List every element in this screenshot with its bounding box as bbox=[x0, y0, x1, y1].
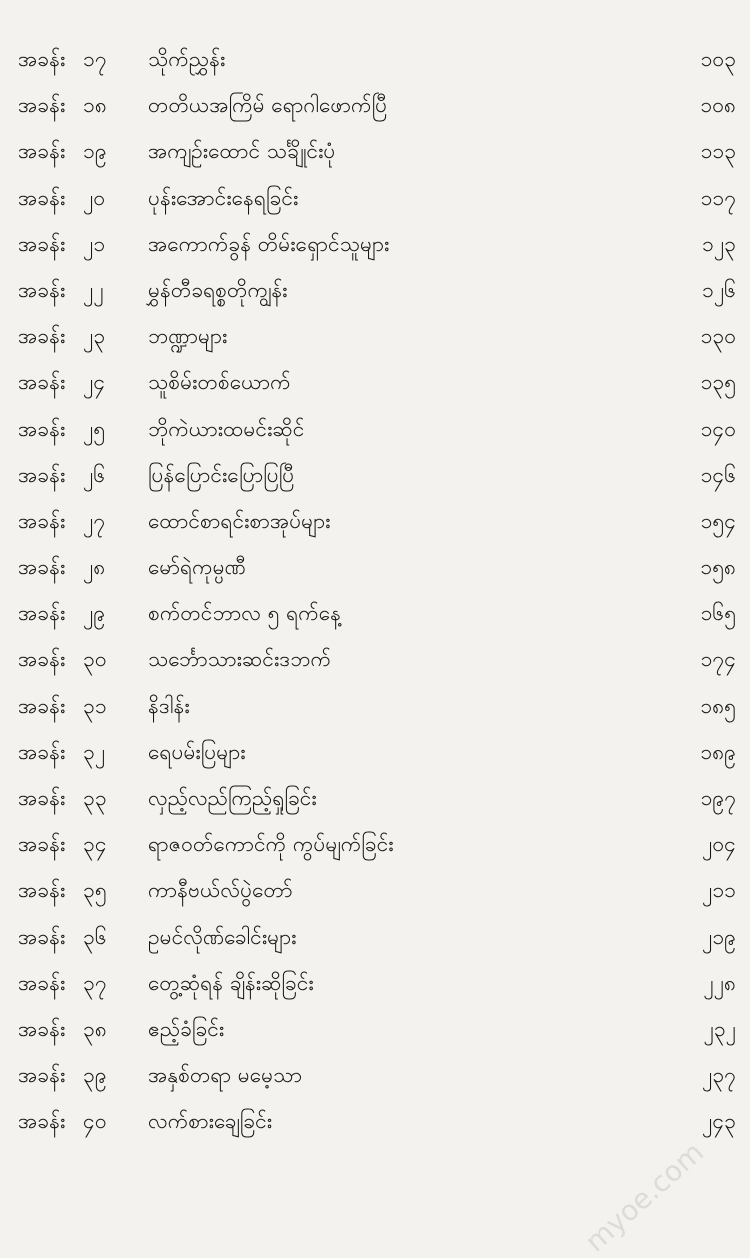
page-number: ၂၁၁ bbox=[702, 878, 736, 903]
page-number: ၁၁၇ bbox=[700, 185, 736, 210]
chapter-title: စက်တင်ဘာလ ၅ ရက်နေ့ bbox=[148, 601, 342, 626]
page-number: ၁၂၆ bbox=[702, 277, 736, 302]
page-number: ၁၈၉ bbox=[700, 739, 736, 764]
toc-row bbox=[0, 544, 750, 590]
chapter-word: အခန်း bbox=[18, 462, 66, 487]
chapter-title: အကျဉ်းထောင် သင်္ချိုင်းပုံ bbox=[148, 139, 336, 164]
chapter-word: အခန်း bbox=[18, 1063, 66, 1088]
chapter-number: ၂၀ bbox=[83, 185, 106, 210]
chapter-title: လှည့်လည်ကြည့်ရှုခြင်း bbox=[148, 786, 317, 810]
chapter-number: ၂၇ bbox=[83, 508, 106, 533]
chapter-number: ၂၈ bbox=[83, 555, 106, 580]
chapter-number: ၁၈ bbox=[83, 93, 107, 118]
toc-row bbox=[0, 452, 750, 498]
chapter-word: အခန်း bbox=[18, 139, 66, 164]
toc-row bbox=[0, 175, 750, 221]
chapter-number: ၂၅ bbox=[83, 416, 106, 441]
toc-row bbox=[0, 221, 750, 267]
toc-row bbox=[0, 960, 750, 1006]
toc-row bbox=[0, 636, 750, 682]
chapter-title: ရေပမ်းပြများ bbox=[148, 739, 246, 764]
toc-row bbox=[0, 498, 750, 544]
chapter-word: အခန်း bbox=[18, 324, 66, 349]
toc-row bbox=[0, 313, 750, 359]
page-number: ၁၃၀ bbox=[700, 324, 736, 349]
chapter-title: မော်ရဲကုမ္ပဏီ bbox=[148, 555, 246, 580]
page-number: ၂၀၄ bbox=[702, 832, 736, 857]
chapter-title: ရာဇဝတ်ကောင်ကို ကွပ်မျက်ခြင်း bbox=[148, 832, 394, 857]
chapter-word: အခန်း bbox=[18, 555, 66, 580]
toc-row bbox=[0, 82, 750, 128]
chapter-word: အခန်း bbox=[18, 647, 66, 672]
chapter-number: ၂၄ bbox=[83, 370, 106, 395]
chapter-word: အခန်း bbox=[18, 786, 66, 810]
chapter-number: ၃၃ bbox=[83, 786, 107, 810]
chapter-title: ကာနီဗယ်လ်ပွဲတော် bbox=[148, 878, 293, 903]
toc-row bbox=[0, 775, 750, 821]
page-number: ၁၀၈ bbox=[700, 93, 736, 118]
chapter-title: ဧည့်ခံခြင်း bbox=[148, 1016, 225, 1041]
toc-row bbox=[0, 267, 750, 313]
chapter-number: ၃၈ bbox=[83, 1016, 107, 1041]
chapter-title: ထောင်စာရင်းစာအုပ်များ bbox=[148, 508, 331, 533]
chapter-title: တတိယအကြိမ် ရောဂါဖောက်ပြီ bbox=[148, 93, 388, 118]
page-number: ၁၀၃ bbox=[700, 47, 736, 71]
page-number: ၂၃၂ bbox=[703, 1016, 736, 1041]
page-number: ၁၈၅ bbox=[700, 693, 736, 718]
chapter-title: တွေ့ဆုံရန် ချိန်းဆိုခြင်း bbox=[148, 970, 314, 995]
toc-list bbox=[0, 36, 750, 1145]
chapter-word: အခန်း bbox=[18, 1109, 66, 1134]
page-number: ၂၄၃ bbox=[702, 1109, 736, 1134]
chapter-word: အခန်း bbox=[18, 508, 66, 533]
chapter-number: ၃၂ bbox=[83, 739, 106, 764]
chapter-title: လက်စားချေခြင်း bbox=[148, 1109, 273, 1134]
chapter-word: အခန်း bbox=[18, 832, 66, 857]
toc-row bbox=[0, 128, 750, 174]
chapter-word: အခန်း bbox=[18, 1016, 66, 1041]
page-number: ၁၄၀ bbox=[700, 416, 736, 441]
chapter-word: အခန်း bbox=[18, 277, 66, 302]
page-number: ၁၉၇ bbox=[700, 786, 736, 810]
chapter-number: ၄၀ bbox=[83, 1109, 107, 1134]
chapter-title: သင်္ဘောသားဆင်းဒဘက် bbox=[148, 647, 332, 672]
chapter-word: အခန်း bbox=[18, 970, 66, 995]
page-number: ၁၂၃ bbox=[702, 231, 736, 256]
page-number: ၁၄၆ bbox=[700, 462, 736, 487]
toc-row bbox=[0, 867, 750, 913]
page-number: ၂၁၉ bbox=[702, 924, 736, 949]
toc-row bbox=[0, 1052, 750, 1098]
chapter-title: ပြန်ပြောင်းပြောပြပြီ bbox=[148, 462, 295, 487]
toc-row bbox=[0, 821, 750, 867]
chapter-number: ၂၂ bbox=[83, 277, 104, 302]
chapter-number: ၃၆ bbox=[83, 924, 107, 949]
chapter-word: အခန်း bbox=[18, 231, 66, 256]
chapter-number: ၃၀ bbox=[83, 647, 107, 672]
toc-row bbox=[0, 36, 750, 82]
chapter-number: ၂၃ bbox=[83, 324, 106, 349]
toc-row bbox=[0, 683, 750, 729]
toc-row bbox=[0, 359, 750, 405]
chapter-title: သူစိမ်းတစ်ယောက် bbox=[148, 370, 291, 395]
chapter-number: ၃၁ bbox=[83, 693, 107, 718]
page-number: ၁၅၄ bbox=[700, 508, 736, 533]
toc-row bbox=[0, 406, 750, 452]
chapter-title: ဥမင်လိုဏ်ခေါင်းများ bbox=[148, 924, 297, 949]
toc-row bbox=[0, 1098, 750, 1144]
chapter-title: မွှန်တီခရစ္စတိုကျွန်း bbox=[148, 277, 288, 302]
chapter-number: ၃၉ bbox=[83, 1063, 107, 1088]
chapter-number: ၃၄ bbox=[83, 832, 107, 857]
page-number: ၁၇၄ bbox=[700, 647, 736, 672]
chapter-word: အခန်း bbox=[18, 47, 66, 71]
page-number: ၂၂၈ bbox=[703, 970, 736, 995]
page-number: ၁၁၃ bbox=[700, 139, 736, 164]
chapter-title: သိုက်ညွှန်း bbox=[148, 47, 226, 71]
toc-row bbox=[0, 914, 750, 960]
chapter-word: အခန်း bbox=[18, 185, 66, 210]
chapter-number: ၃၇ bbox=[83, 970, 107, 995]
page-number: ၁၃၅ bbox=[700, 370, 736, 395]
chapter-number: ၂၆ bbox=[83, 462, 106, 487]
toc-row bbox=[0, 1006, 750, 1052]
chapter-word: အခန်း bbox=[18, 601, 66, 626]
chapter-number: ၂၉ bbox=[83, 601, 106, 626]
watermark: myoe.com bbox=[578, 1135, 710, 1258]
chapter-number: ၁၇ bbox=[83, 47, 107, 71]
toc-row bbox=[0, 729, 750, 775]
chapter-number: ၃၅ bbox=[83, 878, 107, 903]
page-number: ၁၅၈ bbox=[700, 555, 736, 580]
chapter-word: အခန်း bbox=[18, 739, 66, 764]
chapter-title: နိဒါန်း bbox=[148, 693, 190, 718]
page-number: ၂၃၇ bbox=[702, 1063, 736, 1088]
page-number: ၁၆၅ bbox=[700, 601, 736, 626]
chapter-title: အနှစ်တရာ မမေ့သာ bbox=[148, 1063, 303, 1088]
chapter-word: အခန်း bbox=[18, 693, 66, 718]
chapter-number: ၂၁ bbox=[83, 231, 106, 256]
chapter-title: အကောက်ခွန် တိမ်းရှောင်သူများ bbox=[148, 231, 390, 256]
chapter-word: အခန်း bbox=[18, 370, 66, 395]
chapter-word: အခန်း bbox=[18, 93, 66, 118]
chapter-title: ဘဏ္ဍာများ bbox=[148, 324, 228, 349]
chapter-title: ဘိုကဲယားထမင်းဆိုင် bbox=[148, 416, 305, 441]
chapter-word: အခန်း bbox=[18, 924, 66, 949]
toc-row bbox=[0, 590, 750, 636]
chapter-word: အခန်း bbox=[18, 878, 66, 903]
chapter-title: ပုန်းအောင်းနေရခြင်း bbox=[148, 185, 299, 210]
chapter-number: ၁၉ bbox=[83, 139, 107, 164]
chapter-word: အခန်း bbox=[18, 416, 66, 441]
